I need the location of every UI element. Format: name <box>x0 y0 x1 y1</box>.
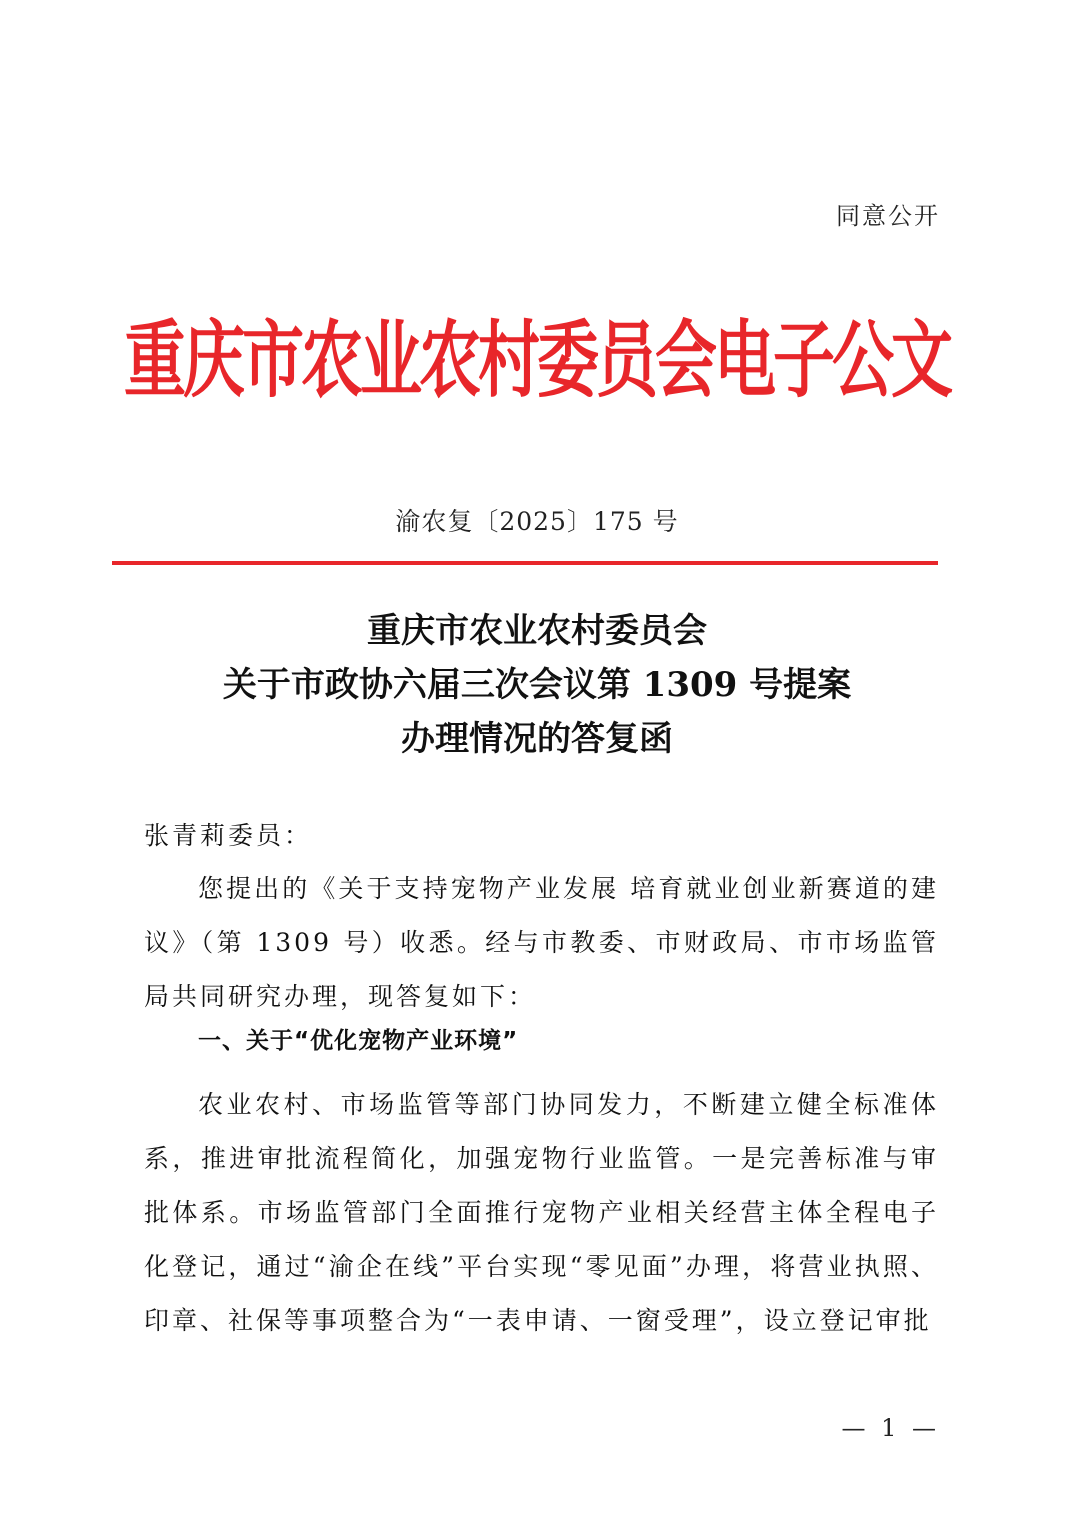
body-paragraph-2: 农业农村、市场监管等部门协同发力，不断建立健全标准体系，推进审批流程简化，加强宠物行业监管。一是完善标准与审批体系。市场监管部门全面推行宠物产业相关经营主体全程电子化登记，通过“渝企在线”平台实现“零见面”办理，将营业执照、印章、社保等事项整合为“一表申请、一窗受理”，设立登记审批 <box>144 1090 939 1335</box>
document-number: 渝农复〔2025〕175 号 <box>395 507 679 536</box>
title-line-3: 办理情况的答复函 <box>401 719 673 759</box>
disclosure-note: 同意公开 <box>836 202 940 230</box>
document-title <box>0 604 1074 766</box>
page-number: — 1 — <box>841 1414 940 1442</box>
document-header: 重庆市农业农村委员会电子公文 <box>123 310 950 410</box>
section-heading-1: 一、关于“优化宠物产业环境” <box>198 1028 519 1054</box>
salutation: 张青莉委员： <box>144 821 313 850</box>
title-line-1: 重庆市农业农村委员会 <box>367 611 707 651</box>
red-divider-line <box>112 561 938 565</box>
body-paragraph-1: 您提出的《关于支持宠物产业发展 培育就业创业新赛道的建议》（第 1309 号）收悉。经与市教委、市财政局、市市场监管局共同研究办理，现答复如下： <box>144 874 939 1011</box>
title-line-2: 关于市政协六届三次会议第 1309 号提案 <box>222 665 852 705</box>
